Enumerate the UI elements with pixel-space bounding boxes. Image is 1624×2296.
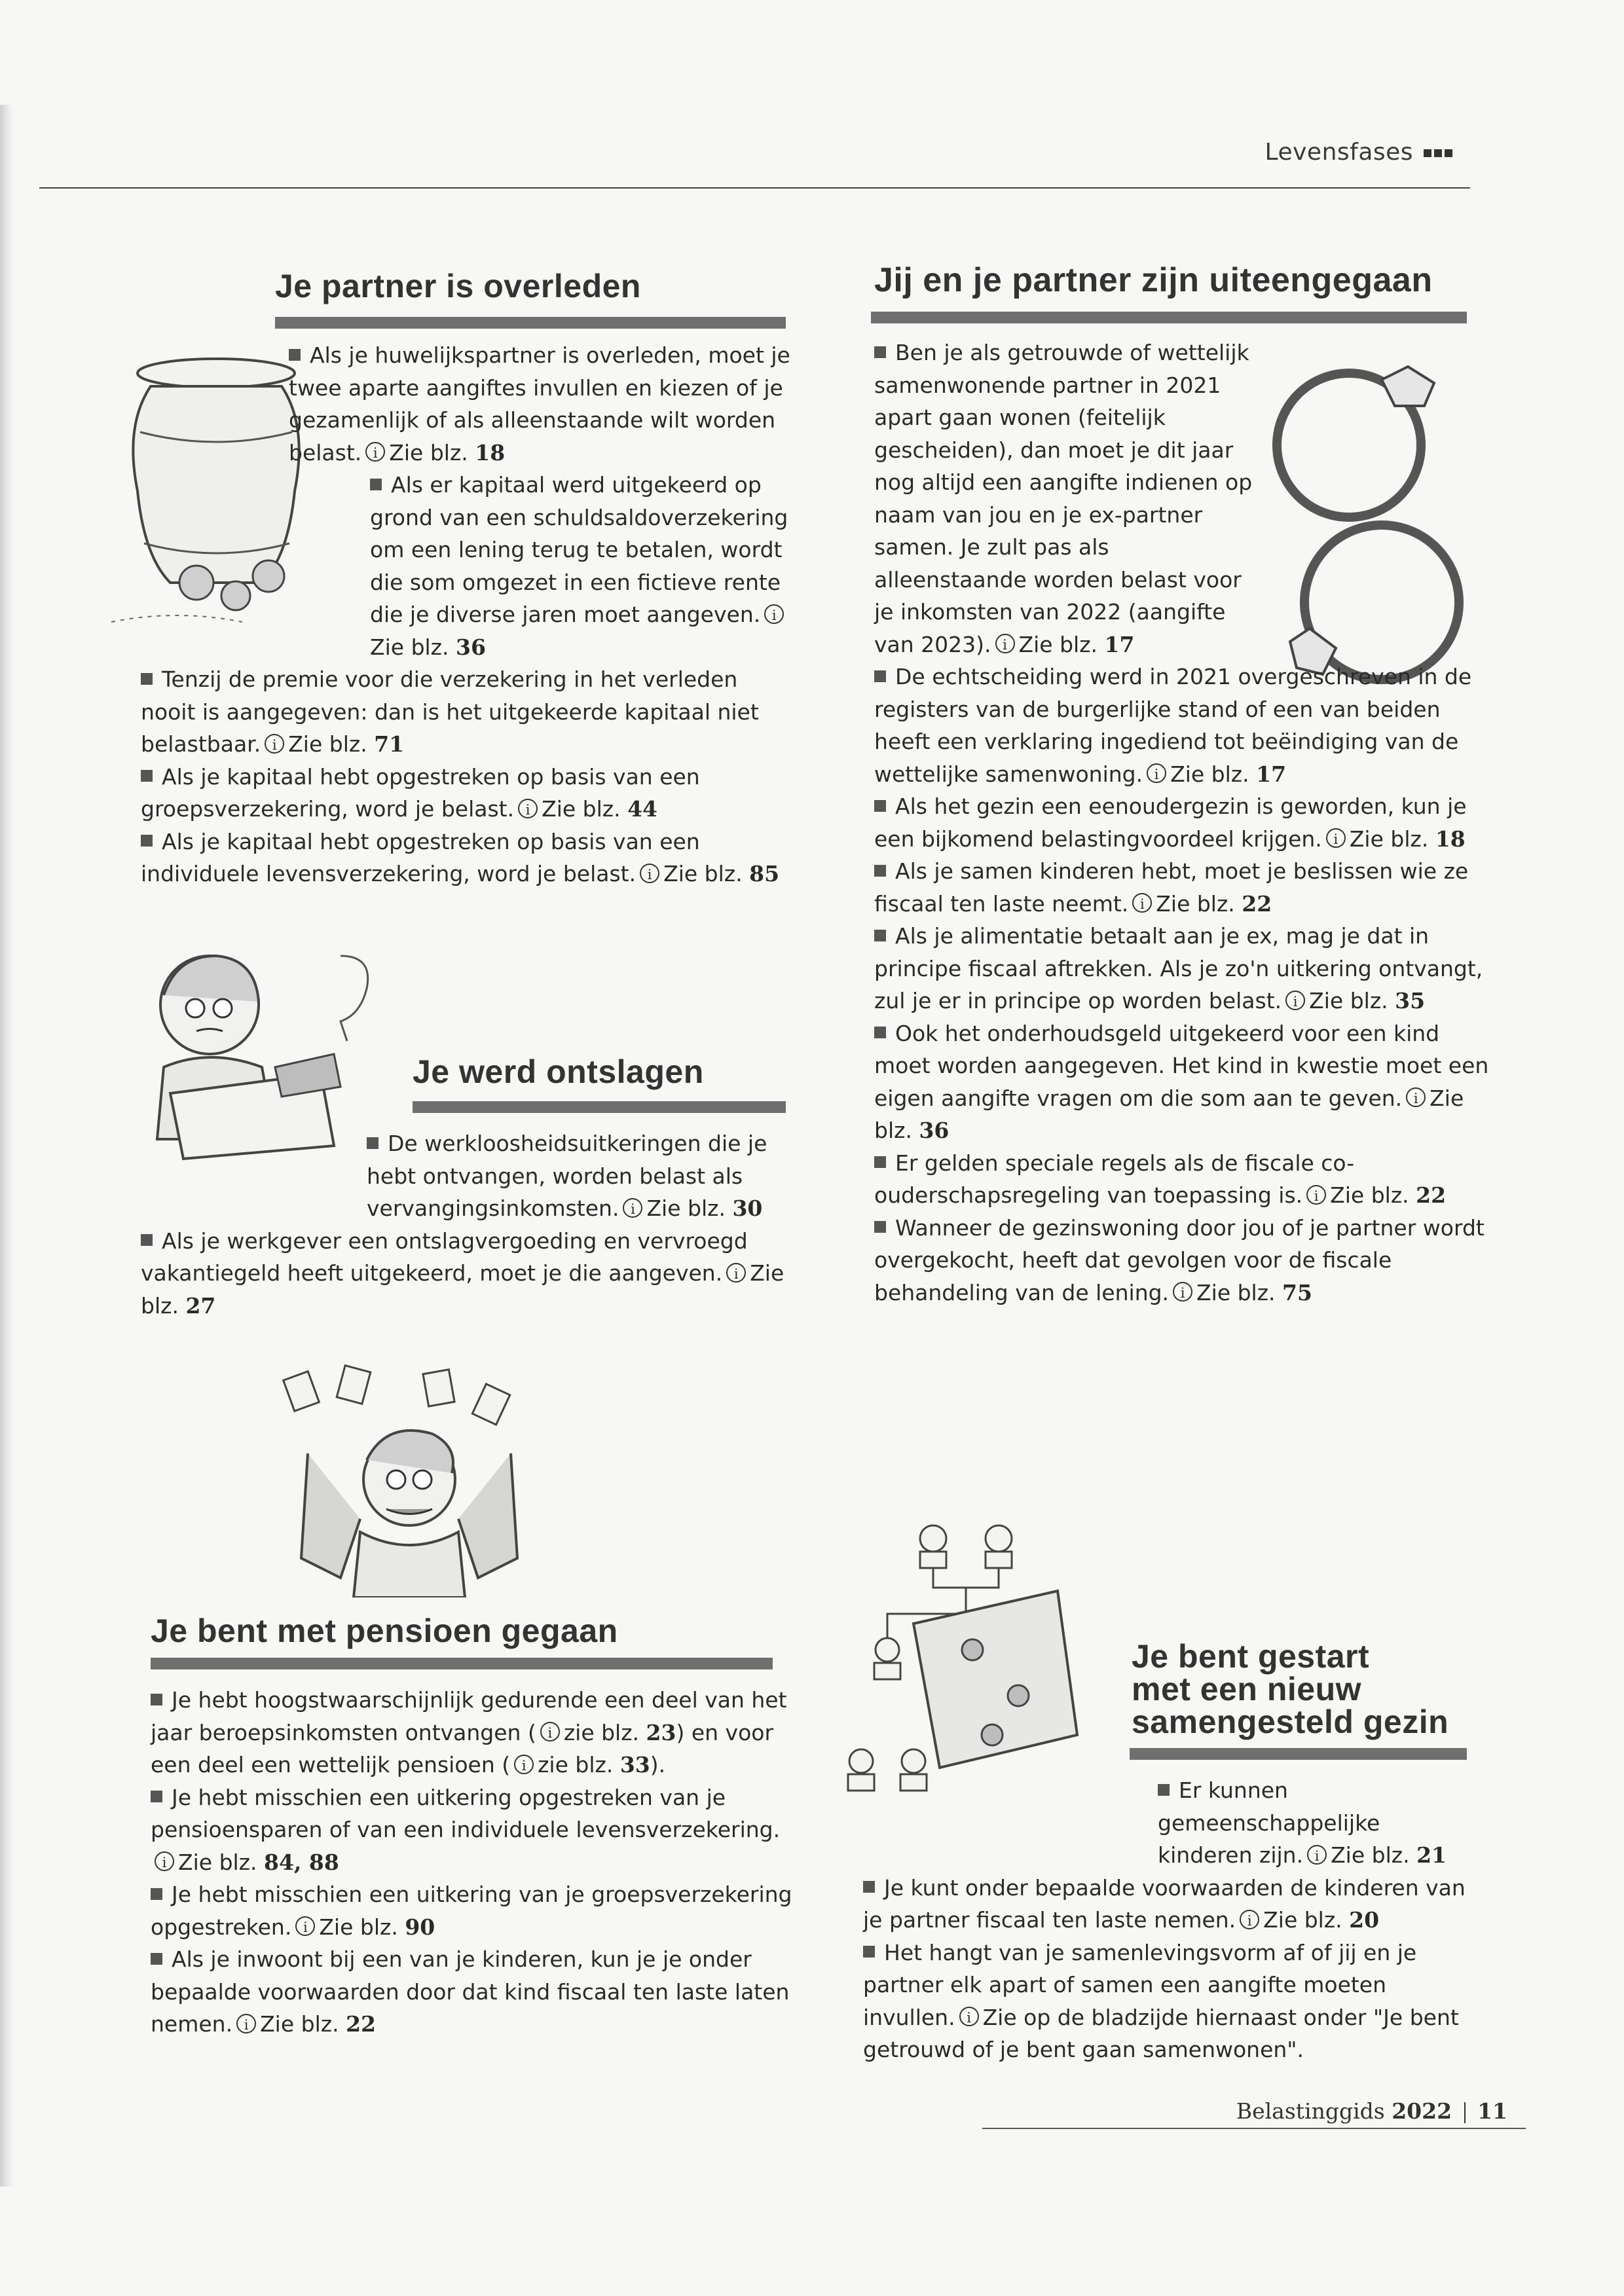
overleden-item-5: Als je kapitaal hebt opgestreken op basis van een individuele levensverzekering, word je belast. [141,828,700,886]
bullet-icon [874,1027,886,1038]
bullet-icon [370,479,382,490]
ref-page: 18 [475,439,506,465]
bullet-icon [874,865,886,877]
ref-page: 33 [619,1752,650,1777]
footer-divider [1464,2102,1466,2123]
pensioen-item-2: Je hebt misschien een uitkering opgestreken van je pensioensparen of van een individuele levensverzekering. [151,1784,781,1842]
overleden-text [141,339,796,890]
ref-page: 23 [646,1719,676,1745]
info-icon: i [623,1198,642,1218]
ref-label: Zie blz. [1156,890,1235,917]
samengesteld-quote: "Je bent getrouwd of je bent gaan samenwonen". [863,2004,1459,2062]
ref-page: 20 [1349,1907,1380,1933]
bullet-icon [874,346,886,358]
ref-page: 36 [919,1118,950,1143]
info-icon: i [295,1916,315,1936]
ref-label: Zie blz. [260,2011,339,2037]
uiteen-item-6: Ook het onderhoudsgeld uitgekeerd voor een kind moet worden aangegeven. Het kind in kwestie moet een eigen aangifte vragen om die som aan te geven. [874,1020,1489,1111]
header-rule [39,187,1470,189]
bullet-icon [141,770,153,782]
overleden-title-bar [275,317,786,329]
page-number: 11 [1477,2098,1507,2124]
bullet-icon [151,1791,162,1802]
info-icon: i [959,2007,979,2026]
info-icon: i [155,1851,174,1871]
ref-label: Zie blz. [1170,761,1249,787]
bullet-icon [141,1234,153,1246]
overleden-item-1: Als je huwelijkspartner is overleden, moet je twee aparte aangiftes invullen en kiezen of je gezamenlijk of als alleenstaande wilt worden belast. [289,342,790,465]
ref-page: 44 [627,796,658,822]
info-icon: i [1285,991,1305,1010]
ref-label: Zie blz. [178,1849,257,1875]
ref-label: Zie blz. [874,1085,1464,1143]
info-icon: i [265,734,284,754]
info-icon: i [514,1755,534,1774]
info-icon: i [518,799,538,818]
uiteen-title-bar [871,312,1467,323]
ref-label: Zie blz. [1349,826,1429,852]
info-icon: i [1173,1282,1192,1302]
samengesteld-item-2: Je kunt onder bepaalde voorwaarden de kinderen van je partner fiscaal ten laste nemen. [863,1874,1466,1933]
ref-page: 17 [1104,631,1135,657]
uiteen-item-5: Als je alimentatie betaalt aan je ex, mag je dat in principe fiscaal aftrekken. Als je zo'n uitkering ontvangt, zul je er in principe op worden belast. [874,923,1483,1013]
uiteen-item-3: Als het gezin een eenoudergezin is geworden, kun je een bijkomend belastingvoordeel krijgen. [874,793,1467,852]
bullet-icon [367,1137,378,1149]
samengesteld-title-line3: samengesteld gezin [1132,1704,1449,1740]
uiteen-item-1: Ben je als getrouwde of wettelijk samenwonende partner in 2021 apart gaan wonen (feitelijk gescheiden), dan moet je dit jaar nog altijd een aangifte indienen op naam van jou en je ex-partner samen. Je zult pas als alleenstaande worden belast voor je inkomsten van 2022 (aangifte van 2023). [874,340,1253,657]
ref-page: 22 [1242,890,1272,917]
bullet-icon [874,800,886,812]
info-icon: i [1240,1910,1259,1929]
info-icon: i [540,1722,560,1741]
pensioen-item-3: Je hebt misschien een uitkering van je groepsverzekering opgestreken. [151,1882,792,1940]
section-header-label: Levensfases [1264,139,1414,166]
ref-label: Zie blz. [319,1914,398,1940]
ontslagen-text [141,1127,796,1322]
info-icon: i [726,1263,746,1283]
uiteen-title: Jij en je partner zijn uiteengegaan [874,261,1433,299]
ref-label: Zie blz. [141,1260,784,1319]
info-icon: i [1306,1185,1326,1205]
pensioen-title-bar [151,1658,773,1669]
uiteen-text [874,337,1490,1309]
ref-page: 35 [1395,988,1426,1013]
ref-label: Zie blz. [646,1195,726,1221]
samengesteld-title-line2: met een nieuw [1132,1671,1362,1707]
bullet-icon [874,1156,886,1168]
ref-label: zie blz. [538,1752,614,1777]
ontslagen-item-1: De werkloosheidsuitkeringen die je hebt ontvangen, worden belast als vervangingsinkomsten. [367,1131,767,1221]
samengesteld-text [863,1774,1479,2066]
overleden-item-3: Tenzij de premie voor die verzekering in het verleden nooit is aangegeven: dan is het uitgekeerde kapitaal niet belastbaar. [141,666,759,757]
samengesteld-title-line1: Je bent gestart [1132,1638,1370,1675]
ref-page: 30 [732,1195,763,1221]
uiteen-item-2: De echtscheiding werd in 2021 overgeschreven in de registers van de burgerlijke stand of een van beiden heeft een verklaring ingediend tot beëindiging van de wettelijke samenwoning. [874,664,1472,787]
man-throwing-papers-illustration [262,1362,557,1597]
footer-year: 2022 [1392,2098,1452,2124]
bullet-icon [151,1694,162,1705]
ref-page: 75 [1282,1279,1312,1305]
pensioen-item-1: Je hebt hoogstwaarschijnlijk gedurende een deel van het jaar beroepsinkomsten ontvangen ( [151,1687,787,1745]
overleden-title: Je partner is overleden [275,268,641,304]
info-icon: i [1406,1087,1426,1107]
bullet-icon [151,1888,162,1900]
info-icon: i [365,442,385,462]
samengesteld-title-bar [1130,1748,1467,1760]
bullet-icon [863,1946,875,1958]
square-bullet-icon [1424,149,1431,157]
uiteen-item-7: Er gelden speciale regels als de fiscale co-ouderschapsregeling van toepassing is. [874,1150,1355,1208]
ref-page: 22 [1416,1182,1447,1208]
samengesteld-item-3: Het hangt van je samenlevingsvorm af of jij en je partner elk apart of samen een aangifte moeten invullen. [863,1939,1417,2030]
ref-page: 84, 88 [264,1849,339,1875]
ref-label: Zie blz. [1331,1842,1410,1868]
pensioen-text [151,1684,792,2041]
section-header [1265,139,1452,166]
bullet-icon [874,930,886,941]
ref-page: 90 [405,1914,435,1940]
bullet-icon [874,1221,886,1233]
bullet-icon [1158,1784,1170,1796]
footer-rule [982,2128,1526,2129]
footer-publication: Belastinggids [1236,2098,1385,2124]
samengesteld-title [1132,1640,1449,1738]
family-tree-illustration [841,1519,1103,1807]
info-icon: i [764,604,784,624]
ref-label: Zie blz. [1330,1182,1409,1208]
ref-label: Zie blz. [1018,631,1098,657]
page-footer [1236,2098,1507,2124]
ref-label: zie blz. [563,1719,640,1745]
square-bullet-icon [1434,149,1442,157]
ontslagen-title-bar [413,1101,786,1113]
info-icon: i [1132,893,1152,913]
ref-label: Zie blz. [1196,1279,1276,1305]
pensioen-title: Je bent met pensioen gegaan [151,1613,618,1649]
samengesteld-item-1: Er kunnen gemeenschappelijke kinderen zijn. [1158,1777,1380,1868]
square-bullet-icon [1445,149,1452,157]
pensioen-item-1-end: ). [650,1752,666,1777]
bullet-icon [141,673,153,685]
ref-page: 22 [346,2011,377,2037]
overleden-item-2: Als er kapitaal werd uitgekeerd op grond van een schuldsaldoverzekering om een lening terug te betalen, wordt die som omgezet in een fictieve rente die je diverse jaren moet aangeven. [370,472,788,627]
ref-label: Zie blz. [370,634,449,660]
ref-page: 36 [456,634,486,660]
ref-label: Zie blz. [1309,988,1388,1013]
ref-page: 71 [374,731,405,757]
ref-label: Zie op de bladzijde hiernaast onder [982,2004,1367,2030]
bullet-icon [289,349,301,361]
info-icon: i [1147,763,1166,783]
bullet-icon [141,835,153,847]
ref-label: Zie blz. [1263,1907,1342,1933]
ref-label: Zie blz. [663,861,743,886]
info-icon: i [1326,828,1346,848]
ref-label: Zie blz. [542,796,621,822]
bullet-icon [874,670,886,682]
bullet-icon [863,1881,875,1893]
scan-edge-shadow [0,105,14,2187]
info-icon: i [1307,1845,1327,1865]
ref-page: 27 [185,1292,216,1319]
ref-label: Zie blz. [288,731,367,757]
info-icon: i [640,864,659,883]
ref-label: Zie blz. [389,439,468,465]
uiteen-item-4: Als je samen kinderen hebt, moet je beslissen wie ze fiscaal ten laste neemt. [874,858,1469,917]
ref-page: 85 [749,861,780,886]
ref-page: 21 [1416,1842,1447,1868]
ref-page: 17 [1256,761,1287,787]
uiteen-item-8: Wanneer de gezinswoning door jou of je partner wordt overgekocht, heeft dat gevolgen voor de fiscale behandeling van de lening. [874,1214,1485,1305]
ontslagen-item-2: Als je werkgever een ontslagvergoeding en vervroegd vakantiegeld heeft uitgekeerd, moet je die aangeven. [141,1228,748,1286]
overleden-item-4: Als je kapitaal hebt opgestreken op basis van een groepsverzekering, word je belast. [141,763,700,822]
info-icon: i [995,634,1015,653]
ref-page: 18 [1435,826,1466,852]
info-icon: i [236,2014,256,2033]
bullet-icon [151,1953,162,1965]
pensioen-item-1-cont: ) en voor een deel een wettelijk pensioen ( [151,1719,774,1777]
pensioen-item-4: Als je inwoont bij een van je kinderen, kun je je onder bepaalde voorwaarden door dat kind fiscaal ten laste laten nemen. [151,1946,790,2037]
ontslagen-title: Je werd ontslagen [413,1053,704,1090]
